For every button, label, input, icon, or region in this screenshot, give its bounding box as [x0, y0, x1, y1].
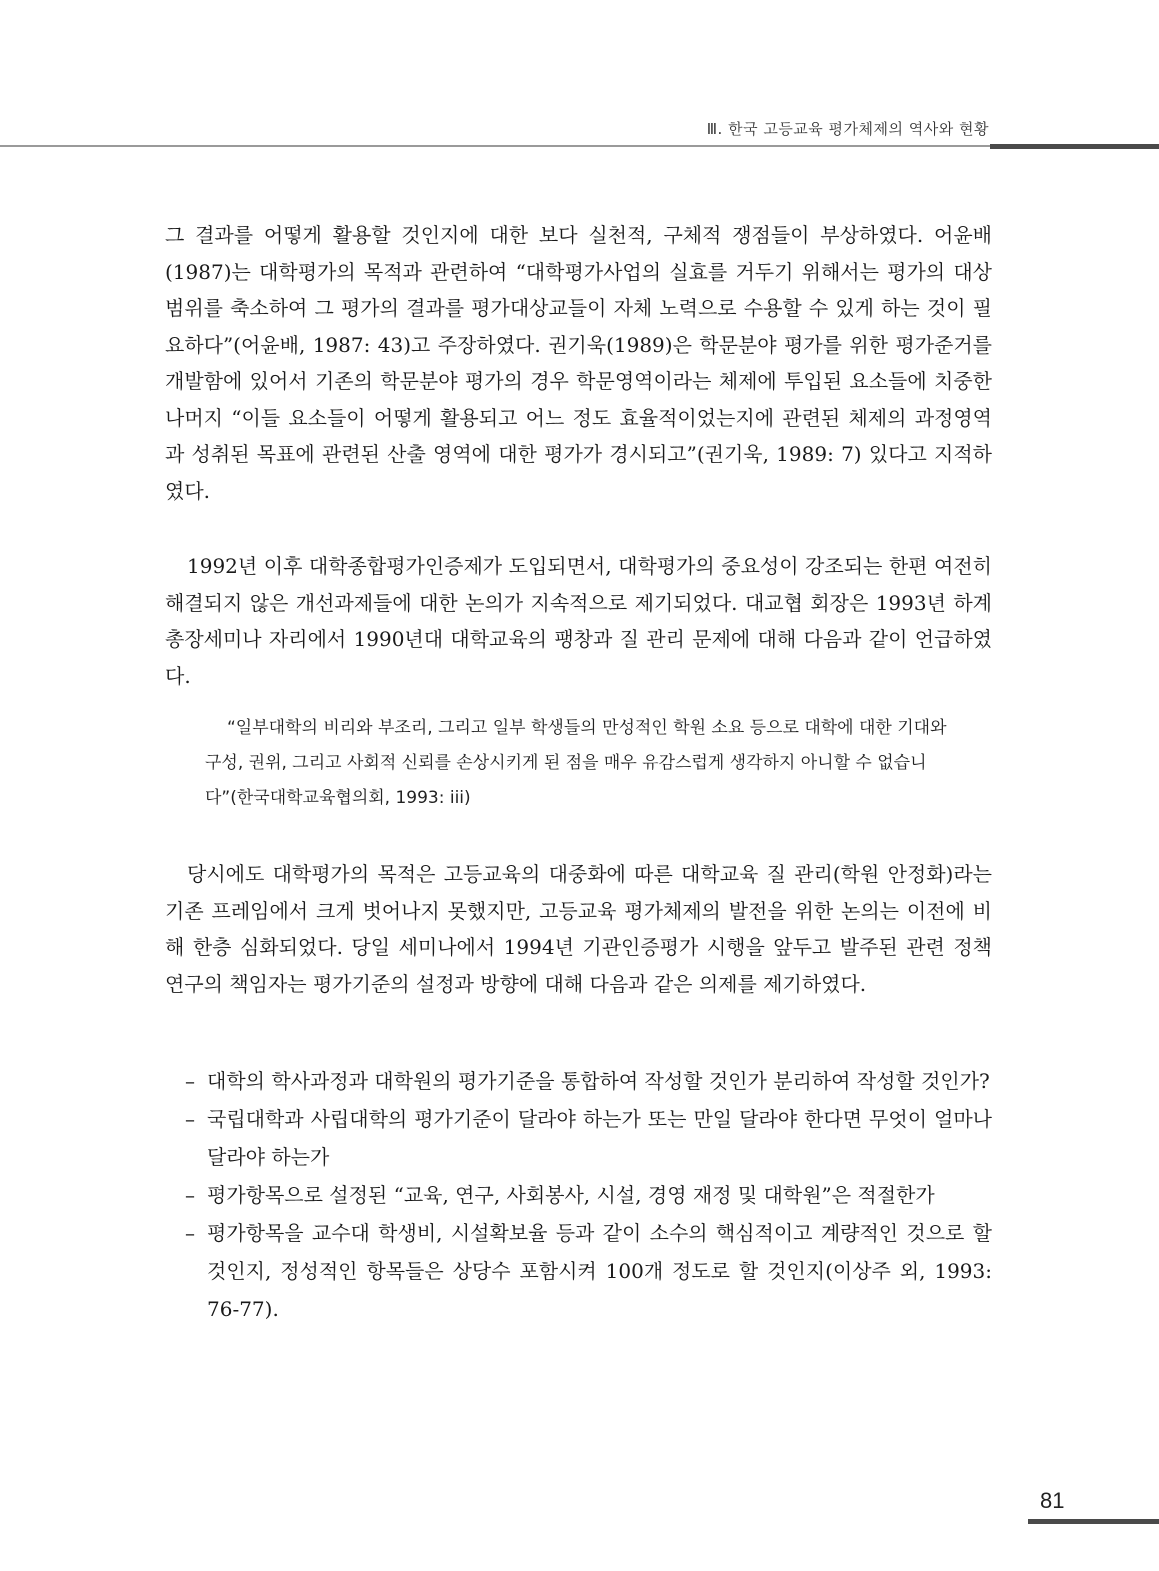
footer-divider — [1028, 1519, 1159, 1524]
paragraph-text: 1992년 이후 대학종합평가인증제가 도입되면서, 대학평가의 중요성이 강조되는 한편 여전히 해결되지 않은 개선과제들에 대한 논의가 지속적으로 제기되었다. 대교협 회장은 1993년 하계 총장세미나 자리에서 1990년대 대학교육의 팽창과 질 관리 문제에 대해 다음과 같이 언급하였다. — [165, 554, 992, 688]
running-header: Ⅲ. 한국 고등교육 평가체제의 역사와 현황 — [706, 120, 989, 138]
paragraph-text: 그 결과를 어떻게 활용할 것인지에 대한 보다 실천적, 구체적 쟁점들이 부상하였다. 어윤배(1987)는 대학평가의 목적과 관련하여 “대학평가사업의 실효를 거두기 위해서는 평가의 대상범위를 축소하여 그 평가의 결과를 평가대상교들이 자체 노력으로 수용할 수 있게 하는 것이 필요하다”(어윤배, 1987: 43)고 주장하였다. 권기욱(1989)은 학문분야 평가를 위한 평가준거를 개발함에 있어서 기존의 학문분야 평가의 경우 학문영역이라는 체제에 투입된 요소들에 치중한 나머지 “이들 요소들이 어떻게 활용되고 어느 정도 효율적이었는지에 관련된 체제의 과정영역과 성취된 목표에 관련된 산출 영역에 대한 평가가 경시되고”(권기욱, 1989: 7) 있다고 지적하였다. — [165, 223, 992, 503]
agenda-list — [185, 1062, 992, 1328]
block-quote: “일부대학의 비리와 부조리, 그리고 일부 학생들의 만성적인 학원 소요 등으로 대학에 대한 기대와 구성, 권위, 그리고 사회적 신뢰를 손상시키게 된 점을 매우 유감스럽게 생각하지 아니할 수 없습니다”(한국대학교육협의회, 1993: iii) — [205, 718, 947, 808]
body-paragraph-1 — [165, 217, 992, 509]
page-number: 81 — [1040, 1488, 1065, 1513]
header-divider-accent — [990, 144, 1159, 149]
list-item: – 국립대학과 사립대학의 평가기준이 달라야 하는가 또는 만일 달라야 한다면 무엇이 얼마나 달라야 하는가 — [185, 1100, 992, 1176]
list-item: – 대학의 학사과정과 대학원의 평가기준을 통합하여 작성할 것인가 분리하여 작성할 것인가? — [185, 1062, 992, 1100]
body-paragraph-2 — [165, 548, 992, 694]
header-divider — [0, 145, 990, 147]
list-item: – 평가항목으로 설정된 “교육, 연구, 사회봉사, 시설, 경영 재정 및 대학원”은 적절한가 — [185, 1176, 992, 1214]
list-item: – 평가항목을 교수대 학생비, 시설확보율 등과 같이 소수의 핵심적이고 계량적인 것으로 할 것인지, 정성적인 항목들은 상당수 포함시켜 100개 정도로 할 것인지(이상주 외, 1993: 76-77). — [185, 1214, 992, 1328]
body-paragraph-3 — [165, 856, 992, 1002]
paragraph-text: 당시에도 대학평가의 목적은 고등교육의 대중화에 따른 대학교육 질 관리(학원 안정화)라는 기존 프레임에서 크게 벗어나지 못했지만, 고등교육 평가체제의 발전을 위한 논의는 이전에 비해 한층 심화되었다. 당일 세미나에서 1994년 기관인증평가 시행을 앞두고 발주된 관련 정책 연구의 책임자는 평가기준의 설정과 방향에 대해 다음과 같은 의제를 제기하였다. — [165, 862, 992, 996]
